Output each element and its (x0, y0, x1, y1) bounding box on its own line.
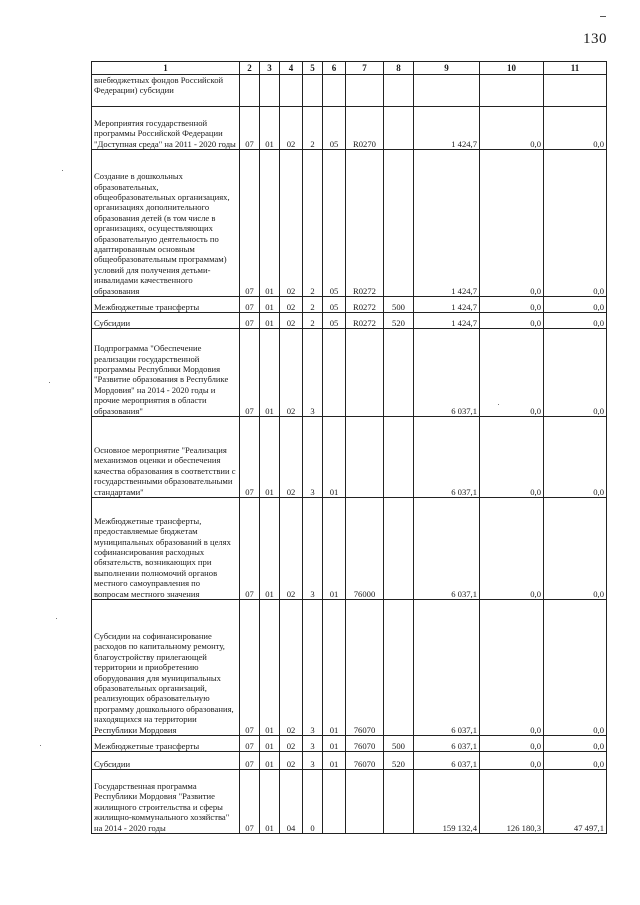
cell-subprogram: 2 (303, 297, 323, 313)
cell-section: 07 (240, 600, 260, 736)
table-row (92, 752, 607, 770)
cell-section: 07 (240, 417, 260, 498)
cell-section: 07 (240, 107, 260, 150)
cell-expense-type (384, 498, 414, 600)
cell-section: 07 (240, 736, 260, 752)
cell-amount-1 (414, 75, 480, 107)
cell-section: 07 (240, 297, 260, 313)
cell-expense-type (384, 150, 414, 297)
cell-program: 02 (280, 417, 303, 498)
cell-amount-2: 0,0 (480, 150, 544, 297)
table-header-row (92, 62, 607, 75)
cell-program: 02 (280, 736, 303, 752)
cell-subprogram: 3 (303, 752, 323, 770)
cell-activity: 01 (323, 498, 346, 600)
column-header: 5 (303, 62, 323, 75)
cell-activity: 05 (323, 107, 346, 150)
cell-amount-3: 0,0 (544, 417, 607, 498)
row-name: Межбюджетные трансферты (92, 297, 240, 313)
column-header: 3 (260, 62, 280, 75)
cell-expense-type (384, 107, 414, 150)
cell-direction: R0272 (346, 313, 384, 329)
cell-program: 02 (280, 498, 303, 600)
column-header: 6 (323, 62, 346, 75)
cell-amount-1: 6 037,1 (414, 417, 480, 498)
cell-amount-1: 159 132,4 (414, 770, 480, 834)
cell-amount-2 (480, 75, 544, 107)
cell-amount-3: 0,0 (544, 107, 607, 150)
cell-subsection: 01 (260, 736, 280, 752)
cell-direction (346, 329, 384, 417)
cell-amount-2: 0,0 (480, 329, 544, 417)
cell-activity: 05 (323, 297, 346, 313)
cell-subprogram: 2 (303, 107, 323, 150)
cell-subsection: 01 (260, 150, 280, 297)
cell-section: 07 (240, 498, 260, 600)
cell-program: 02 (280, 297, 303, 313)
row-name: Создание в дошкольных образовательных, общеобразовательных организациях, организациях дополнительного образования детей (в том числе в организациях, осуществляющих образовательную деятельность по адаптированным основным общеобразовательным программам) условий для получения детьми-инвалидами качественного образования (92, 150, 240, 297)
cell-subprogram: 2 (303, 150, 323, 297)
table-row (92, 770, 607, 834)
column-header: 9 (414, 62, 480, 75)
row-name: Основное мероприятие "Реализация механизмов оценки и обеспечения качества образования в соответствии с государственными образовательными стандартами" (92, 417, 240, 498)
cell-amount-3: 0,0 (544, 736, 607, 752)
cell-amount-3: 0,0 (544, 297, 607, 313)
cell-section: 07 (240, 770, 260, 834)
cell-amount-2: 0,0 (480, 107, 544, 150)
cell-section: 07 (240, 752, 260, 770)
table-row (92, 297, 607, 313)
cell-subsection: 01 (260, 417, 280, 498)
table-row (92, 107, 607, 150)
cell-amount-3 (544, 75, 607, 107)
cell-amount-3: 0,0 (544, 150, 607, 297)
table-row (92, 736, 607, 752)
cell-expense-type (384, 770, 414, 834)
cell-direction: R0272 (346, 297, 384, 313)
cell-amount-2: 0,0 (480, 752, 544, 770)
scan-speck (498, 404, 499, 405)
cell-amount-1: 1 424,7 (414, 313, 480, 329)
cell-activity: 01 (323, 736, 346, 752)
cell-amount-3: 0,0 (544, 600, 607, 736)
cell-subprogram: 3 (303, 417, 323, 498)
cell-subprogram: 3 (303, 498, 323, 600)
cell-program: 02 (280, 329, 303, 417)
cell-amount-3: 0,0 (544, 752, 607, 770)
row-name: Мероприятия государственной программы Российской Федерации "Доступная среда" на 2011 - 2020 годы (92, 107, 240, 150)
cell-expense-type (384, 75, 414, 107)
cell-section: 07 (240, 329, 260, 417)
cell-amount-2: 0,0 (480, 600, 544, 736)
row-name: Межбюджетные трансферты, предоставляемые бюджетам муниципальных образований в целях софинансирования расходных обязательств, возникающих при выполнении полномочий органов местного самоуправления по вопросам местного значения (92, 498, 240, 600)
cell-amount-1: 1 424,7 (414, 150, 480, 297)
cell-program: 02 (280, 313, 303, 329)
cell-activity: 01 (323, 600, 346, 736)
cell-subsection: 01 (260, 770, 280, 834)
table-row (92, 329, 607, 417)
table-row (92, 313, 607, 329)
cell-subprogram: 3 (303, 736, 323, 752)
cell-direction: R0272 (346, 150, 384, 297)
cell-section (240, 75, 260, 107)
cell-amount-1: 6 037,1 (414, 752, 480, 770)
row-name: Субсидии на софинансирование расходов по капитальному ремонту, благоустройству прилегающей территории и приобретению оборудования для муниципальных образовательных организаций, реализующих образовательную программу дошкольного образования, находящихся на территории Республики Мордовия (92, 600, 240, 736)
cell-expense-type (384, 600, 414, 736)
cell-amount-3: 0,0 (544, 498, 607, 600)
cell-subprogram: 3 (303, 600, 323, 736)
cell-expense-type: 520 (384, 313, 414, 329)
cell-section: 07 (240, 313, 260, 329)
cell-program: 04 (280, 770, 303, 834)
cell-program: 02 (280, 107, 303, 150)
cell-direction (346, 770, 384, 834)
cell-program: 02 (280, 150, 303, 297)
cell-program (280, 75, 303, 107)
cell-subprogram: 3 (303, 329, 323, 417)
cell-subsection: 01 (260, 329, 280, 417)
cell-amount-2: 0,0 (480, 498, 544, 600)
cell-amount-2: 126 180,3 (480, 770, 544, 834)
row-name: Подпрограмма "Обеспечение реализации государственной программы Республики Мордовия "Развитие образования в Республике Мордовия" на 2014 - 2020 годы и прочие мероприятия в области образования" (92, 329, 240, 417)
cell-direction: 76070 (346, 736, 384, 752)
cell-direction (346, 75, 384, 107)
cell-amount-3: 0,0 (544, 329, 607, 417)
cell-activity: 01 (323, 417, 346, 498)
table-row (92, 75, 607, 107)
cell-direction: 76000 (346, 498, 384, 600)
cell-expense-type: 520 (384, 752, 414, 770)
scan-speck (40, 745, 41, 746)
table-row (92, 600, 607, 736)
cell-direction (346, 417, 384, 498)
table-row (92, 150, 607, 297)
cell-section: 07 (240, 150, 260, 297)
cell-amount-1: 1 424,7 (414, 297, 480, 313)
column-header: 10 (480, 62, 544, 75)
cell-subsection (260, 75, 280, 107)
cell-activity: 05 (323, 150, 346, 297)
column-header: 11 (544, 62, 607, 75)
row-name: Субсидии (92, 752, 240, 770)
cell-subsection: 01 (260, 600, 280, 736)
column-header: 8 (384, 62, 414, 75)
cell-activity (323, 329, 346, 417)
cell-expense-type: 500 (384, 297, 414, 313)
cell-activity: 01 (323, 752, 346, 770)
cell-amount-3: 0,0 (544, 313, 607, 329)
cell-direction: 76070 (346, 752, 384, 770)
cell-expense-type (384, 417, 414, 498)
scan-speck (56, 618, 57, 619)
cell-program: 02 (280, 752, 303, 770)
row-name: Субсидии (92, 313, 240, 329)
cell-activity (323, 770, 346, 834)
column-header: 4 (280, 62, 303, 75)
scan-speck (62, 170, 63, 171)
cell-amount-2: 0,0 (480, 313, 544, 329)
cell-direction: 76070 (346, 600, 384, 736)
cell-subsection: 01 (260, 752, 280, 770)
cell-subprogram (303, 75, 323, 107)
table-row (92, 498, 607, 600)
page-number: 130 (583, 31, 607, 47)
cell-program: 02 (280, 600, 303, 736)
column-header: 2 (240, 62, 260, 75)
cell-amount-1: 6 037,1 (414, 329, 480, 417)
cell-subsection: 01 (260, 107, 280, 150)
cell-amount-3: 47 497,1 (544, 770, 607, 834)
column-header: 7 (346, 62, 384, 75)
table-row (92, 417, 607, 498)
cell-amount-1: 6 037,1 (414, 600, 480, 736)
cell-amount-2: 0,0 (480, 297, 544, 313)
cell-subsection: 01 (260, 297, 280, 313)
cell-amount-1: 6 037,1 (414, 498, 480, 600)
column-header: 1 (92, 62, 240, 75)
cell-direction: R0270 (346, 107, 384, 150)
cell-amount-1: 6 037,1 (414, 736, 480, 752)
scan-speck (49, 382, 50, 383)
cell-expense-type: 500 (384, 736, 414, 752)
scan-mark (600, 16, 606, 17)
row-name: внебюджетных фондов Российской Федерации) субсидии (92, 75, 240, 107)
budget-table (91, 61, 607, 834)
cell-subprogram: 0 (303, 770, 323, 834)
cell-activity: 05 (323, 313, 346, 329)
cell-expense-type (384, 329, 414, 417)
cell-subprogram: 2 (303, 313, 323, 329)
row-name: Государственная программа Республики Мордовия "Развитие жилищного строительства и сферы жилищно-коммунального хозяйства" на 2014 - 2020 годы (92, 770, 240, 834)
cell-amount-2: 0,0 (480, 417, 544, 498)
cell-amount-2: 0,0 (480, 736, 544, 752)
cell-amount-1: 1 424,7 (414, 107, 480, 150)
cell-subsection: 01 (260, 313, 280, 329)
cell-activity (323, 75, 346, 107)
row-name: Межбюджетные трансферты (92, 736, 240, 752)
cell-subsection: 01 (260, 498, 280, 600)
